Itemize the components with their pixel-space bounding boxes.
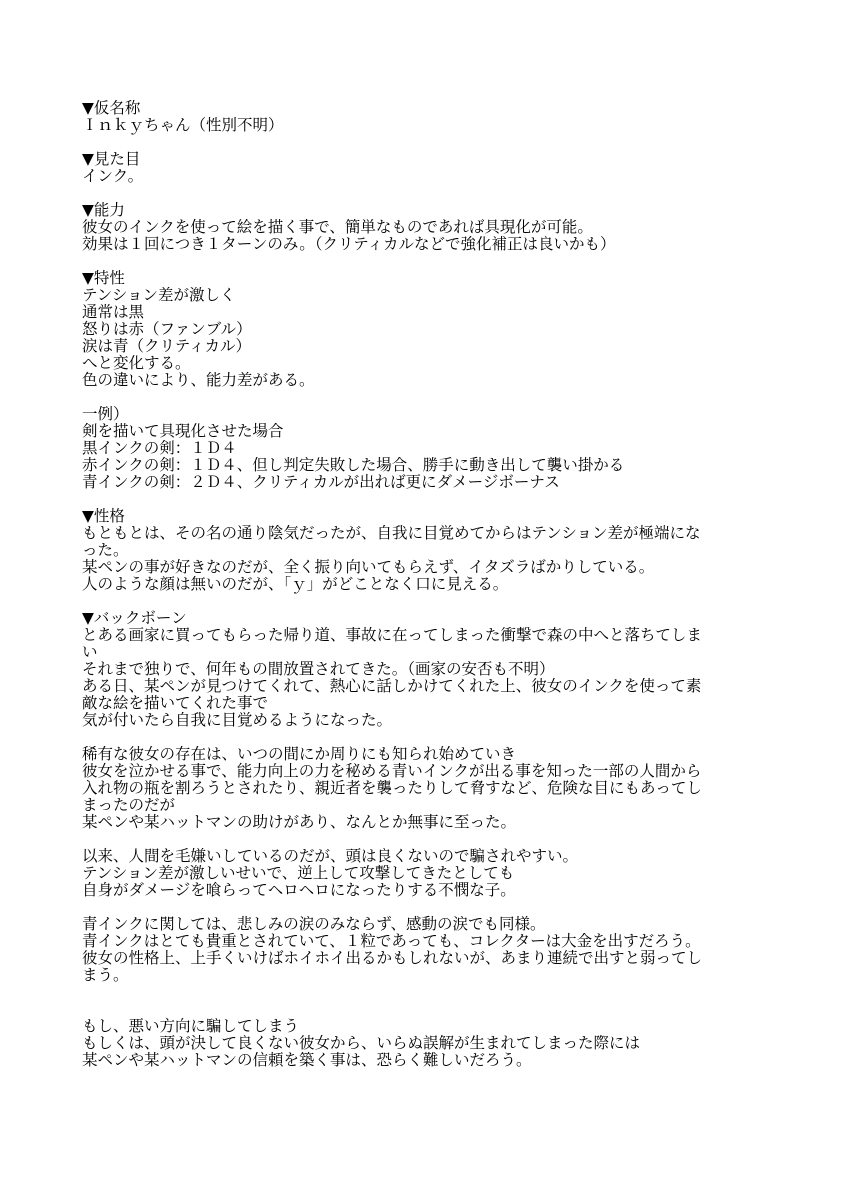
- section-heading: ▼バックボーン: [82, 609, 187, 627]
- section-heading: 一例）: [82, 405, 129, 423]
- text-line: 剣を描いて具現化させた場合: [82, 422, 284, 440]
- section-traits: [82, 270, 782, 389]
- text-line: った。: [82, 541, 129, 559]
- text-line: 青インクに関しては、悲しみの涙のみならず、感動の涙でも同様。: [82, 915, 546, 933]
- document-page: [82, 100, 782, 1086]
- text-line: とある画家に買ってもらった帰り道、事故に在ってしまった衝撃で森の中へと落ちてしま: [82, 626, 702, 644]
- section-example: [82, 406, 782, 491]
- paragraph: [82, 916, 782, 984]
- section-ability: [82, 202, 782, 253]
- text-line: まう。: [82, 966, 129, 984]
- text-line: 彼女のインクを使って絵を描く事で、簡単なものであれば具現化が可能。: [82, 218, 593, 236]
- text-line: 自身がダメージを喰らってヘロヘロになったりする不憫な子。: [82, 881, 516, 899]
- paragraph: [82, 848, 782, 899]
- section-heading: ▼性格: [82, 507, 125, 525]
- text-line: もし、悪い方向に騙してしまう: [82, 1017, 300, 1035]
- paragraph: [82, 1018, 782, 1069]
- text-line: それまで独りで、何年もの間放置されてきた。（画家の安否も不明）: [82, 660, 555, 678]
- text-line: ある日、某ペンが見つけてくれて、熱心に話しかけてくれた上、彼女のインクを使って素: [82, 677, 702, 695]
- text-line: 人のような顔は無いのだが、「ｙ」がどことなく口に見える。: [82, 575, 509, 593]
- text-line: 効果は１回につき１ターンのみ。（クリティカルなどで強化補正は良いかも）: [82, 235, 616, 253]
- blank-space: [82, 1001, 782, 1018]
- section-personality: [82, 508, 782, 593]
- paragraph: [82, 746, 782, 831]
- text-line: 彼女を泣かせる事で、能力向上の力を秘める青いインクが出る事を知った一部の人間から: [82, 762, 702, 780]
- text-line: へと変化する。: [82, 354, 191, 372]
- section-name: [82, 100, 782, 134]
- text-line: 彼女の性格上、上手くいけばホイホイ出るかもしれないが、あまり連続で出すと弱ってし: [82, 949, 703, 967]
- section-heading: ▼仮名称: [82, 99, 141, 117]
- text-line: 青インクの剣：２Ｄ４、クリティカルが出れば更にダメージボーナス: [82, 473, 560, 491]
- text-line: 涙は青（クリティカル）: [82, 337, 251, 355]
- text-line: テンション差が激しいせいで、逆上して攻撃してきたとしても: [82, 864, 515, 882]
- text-line: 黒インクの剣：１Ｄ４: [82, 439, 237, 457]
- text-line: 青インクはとても貴重とされていて、１粒であっても、コレクターは大金を出すだろう。: [82, 932, 701, 950]
- text-line: 色の違いにより、能力差がある。: [82, 371, 315, 389]
- section-heading: ▼能力: [82, 201, 125, 219]
- text-line: い: [82, 643, 98, 661]
- text-line: 某ペンや某ハットマンの信頼を築く事は、恐らく難しいだろう。: [82, 1051, 532, 1069]
- section-appearance: [82, 151, 782, 185]
- text-line: 稀有な彼女の存在は、いつの間にか周りにも知られ始めていき: [82, 745, 517, 763]
- text-line: 通常は黒: [82, 303, 145, 321]
- text-line: 敵な絵を描いてくれた事で: [82, 694, 269, 712]
- text-line: もしくは、頭が決して良くない彼女から、いらぬ誤解が生まれてしまった際には: [82, 1034, 641, 1052]
- text-line: 赤インクの剣：１Ｄ４、但し判定失敗した場合、勝手に動き出して襲い掛かる: [82, 456, 625, 474]
- text-line: 某ペンの事が好きなのだが、全く振り向いてもらえず、イタズラばかりしている。: [82, 558, 655, 576]
- section-backbone: [82, 610, 782, 729]
- text-line: 某ペンや某ハットマンの助けがあり、なんとか無事に至った。: [82, 813, 517, 831]
- text-line: まったのだが: [82, 796, 176, 814]
- text-line: Ｉｎｋｙちゃん（性別不明）: [82, 116, 284, 134]
- text-line: 入れ物の瓶を割ろうとされたり、親近者を襲ったりして脅すなど、危険な目にもあってし: [82, 779, 702, 797]
- text-line: もともとは、その名の通り陰気だったが、自我に目覚めてからはテンション差が極端にな: [82, 524, 701, 542]
- text-line: 以来、人間を毛嫌いしているのだが、頭は良くないので騙されやすい。: [82, 847, 579, 865]
- section-heading: ▼特性: [82, 269, 125, 287]
- section-heading: ▼見た目: [82, 150, 141, 168]
- text-line: 気が付いたら自我に目覚めるようになった。: [82, 711, 393, 729]
- text-line: 怒りは赤（ファンブル）: [82, 320, 252, 338]
- text-line: テンション差が激しく: [82, 286, 236, 304]
- text-line: インク。: [82, 167, 144, 185]
